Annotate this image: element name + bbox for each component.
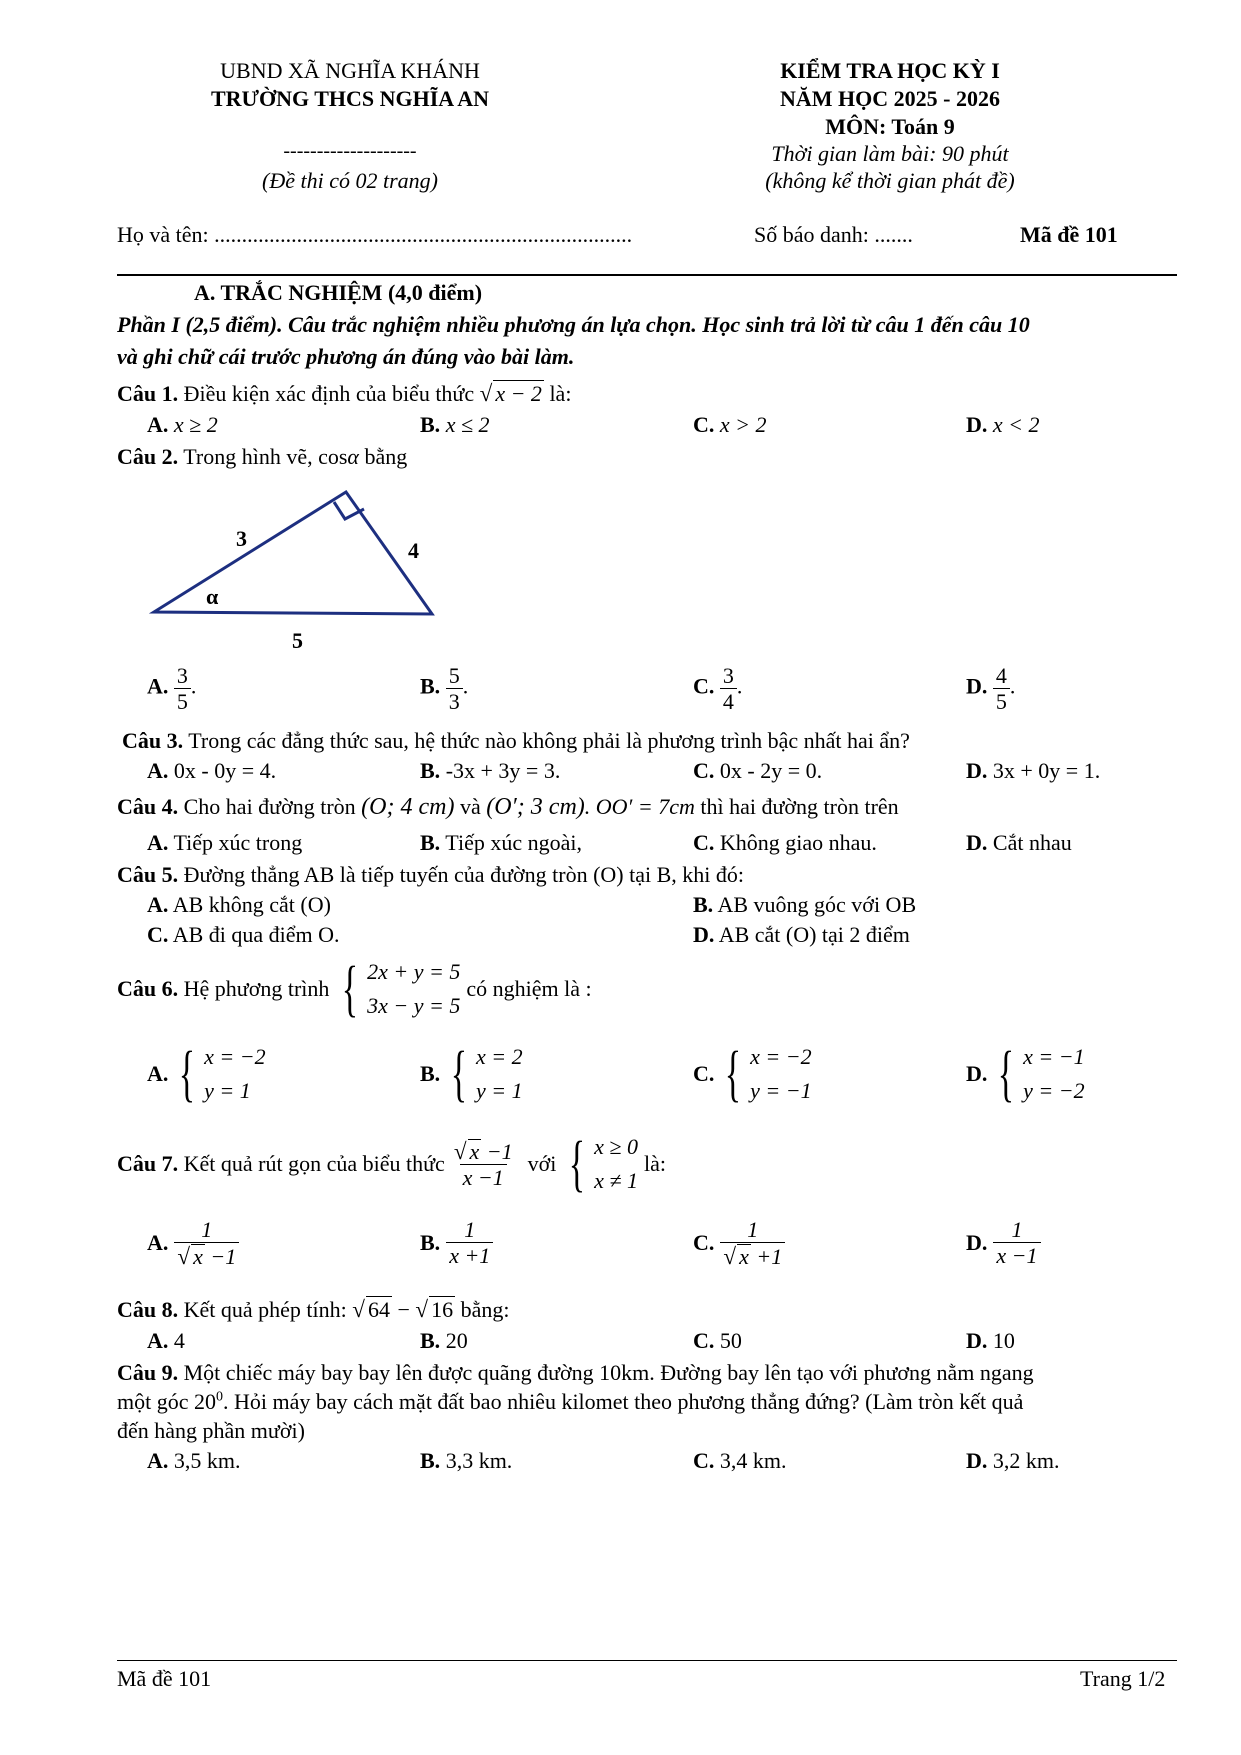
section-a-title: A. TRẮC NGHIỆM (4,0 điểm)	[194, 280, 483, 305]
q1-expression: x − 2	[495, 381, 542, 406]
triangle-shape	[154, 492, 432, 614]
part1-instruction-line1: Phần I (2,5 điểm). Câu trắc nghiệm nhiều phương án lựa chọn. Học sinh trả lời từ câu 1 đến câu 10	[117, 312, 1030, 337]
part1-instruction-line2: và ghi chữ cái trước phương án đúng vào bài làm.	[117, 344, 575, 369]
q9-option-c[interactable]: C. 3,4 km.	[693, 1448, 787, 1473]
q1-option-d[interactable]: D. x < 2	[966, 412, 1040, 437]
q1-option-b[interactable]: B. x ≤ 2	[420, 412, 490, 437]
q8-option-a[interactable]: A. 4	[147, 1328, 185, 1353]
q9-option-b[interactable]: B. 3,3 km.	[420, 1448, 513, 1473]
q4-option-c[interactable]: C. Không giao nhau.	[693, 830, 877, 855]
q9-option-d[interactable]: D. 3,2 km.	[966, 1448, 1060, 1473]
q3-option-b[interactable]: B. -3x + 3y = 3.	[420, 758, 561, 783]
exam-title: KIỂM TRA HỌC KỲ I	[780, 58, 1000, 83]
q7-option-c[interactable]: C. $\frac{1}{√ x +1}$	[693, 1218, 785, 1268]
q3-option-d[interactable]: D. 3x + 0y = 1.	[966, 758, 1101, 783]
q9-option-a[interactable]: A. 3,5 km.	[147, 1448, 241, 1473]
time-note: (không kể thời gian phát đề)	[765, 168, 1015, 193]
side-4-label: 4	[408, 538, 419, 563]
q8-option-b[interactable]: B. 20	[420, 1328, 468, 1353]
question-7: Câu 7. Kết quả rút gọn của biểu thức $\frac{√ x -1}{x -1}$ với { x ≥ 0 x ≠ 1 là:	[117, 1130, 666, 1199]
q6-option-d[interactable]: D. { x = −1 y = −2	[966, 1040, 1085, 1109]
q6-option-c[interactable]: C. { x = −2 y = −1	[693, 1040, 812, 1109]
q2-option-d[interactable]: D. $\frac{4}{5}$ .	[966, 663, 1016, 715]
q7-option-d[interactable]: D. $\frac{1}{x -1}$	[966, 1218, 1041, 1267]
question-5: Câu 5. Đường thẳng AB là tiếp tuyến của đường tròn (O) tại B, khi đó:	[117, 862, 744, 887]
footer-exam-code: Mã đề 101	[117, 1666, 212, 1691]
q7-option-a[interactable]: A. $\frac{1}{√ x -1}$	[147, 1218, 239, 1268]
q2-option-b[interactable]: B. $\frac{5}{3}$ .	[420, 663, 469, 715]
q5-option-a[interactable]: A. AB không cắt (O)	[147, 892, 331, 917]
school-year: NĂM HỌC 2025 - 2026	[780, 86, 1000, 111]
question-9-line1: Câu 9. Một chiếc máy bay bay lên được quãng đường 10km. Đường bay lên tạo với phương nằm ngang	[117, 1360, 1034, 1385]
q8-option-c[interactable]: C. 50	[693, 1328, 742, 1353]
side-5-label: 5	[292, 628, 303, 653]
header-dashes: --------------------	[283, 140, 417, 162]
right-angle-mark	[334, 502, 364, 519]
school-name: TRƯỜNG THCS NGHĨA AN	[210, 86, 490, 111]
footer-divider	[117, 1660, 1177, 1661]
question-9-line2: một góc $20^0$. Hỏi máy bay cách mặt đất bao nhiêu kilomet theo phương thẳng đứng? (Làm tròn kết quả	[117, 1389, 1024, 1414]
right-triangle-figure	[140, 480, 460, 660]
question-1: Câu 1. Điều kiện xác định của biểu thức √ x − 2 là:	[117, 380, 572, 406]
page-count-note: (Đề thi có 02 trang)	[262, 168, 438, 193]
q7-option-b[interactable]: B. $\frac{1}{x +1}$	[420, 1218, 493, 1267]
question-2: Câu 2. Trong hình vẽ, cosα bằng	[117, 444, 408, 469]
q5-option-d[interactable]: D. AB cắt (O) tại 2 điểm	[693, 922, 910, 947]
sbd-field-label: Số báo danh: .......	[754, 222, 913, 247]
q1-option-a[interactable]: A. x ≥ 2	[147, 412, 218, 437]
q4-option-a[interactable]: A. Tiếp xúc trong	[147, 830, 303, 855]
q4-option-b[interactable]: B. Tiếp xúc ngoài,	[420, 830, 582, 855]
q7-condition: { x ≥ 0 x ≠ 1	[569, 1130, 638, 1199]
q1-label: Câu 1.	[117, 381, 179, 406]
school-authority: UBND XÃ NGHĨA KHÁNH	[220, 58, 480, 83]
q3-option-a[interactable]: A. 0x - 0y = 4.	[147, 758, 277, 783]
q4-option-d[interactable]: D. Cắt nhau	[966, 830, 1072, 855]
q5-option-b[interactable]: B. AB vuông góc với OB	[693, 892, 917, 917]
q1-option-c[interactable]: C. x > 2	[693, 412, 767, 437]
q2-option-a[interactable]: A. $\frac{3}{5}$ .	[147, 663, 197, 715]
side-3-label: 3	[236, 526, 247, 551]
q8-option-d[interactable]: D. 10	[966, 1328, 1015, 1353]
question-9-line3: đến hàng phần mười)	[117, 1418, 305, 1443]
q3-option-c[interactable]: C. 0x - 2y = 0.	[693, 758, 823, 783]
question-3: Câu 3. Trong các đẳng thức sau, hệ thức nào không phải là phương trình bậc nhất hai ẩn?	[122, 728, 910, 753]
q6-option-b[interactable]: B. { x = 2 y = 1	[420, 1040, 523, 1109]
question-8: Câu 8. Kết quả phép tính: √ 64 − √ 16 bằng:	[117, 1296, 510, 1322]
footer-page-number: Trang 1/2	[1080, 1666, 1166, 1691]
question-4: Câu 4. Cho hai đường tròn (O; 4 cm) và (O′; 3 cm). OO′ = 7cm thì hai đường tròn trên	[117, 794, 899, 820]
exam-code: Mã đề 101	[1020, 222, 1118, 247]
name-field-label: Họ và tên: ............................................................................	[117, 222, 633, 247]
q5-option-c[interactable]: C. AB đi qua điểm O.	[147, 922, 340, 947]
time-limit: Thời gian làm bài: 90 phút	[771, 141, 1009, 166]
header-divider	[117, 274, 1177, 276]
q7-expression: $\frac{√ x -1}{x -1}$	[453, 1137, 513, 1191]
q6-option-a[interactable]: A. { x = −2 y = 1	[147, 1040, 266, 1109]
q2-option-c[interactable]: C. $\frac{3}{4}$ .	[693, 663, 743, 715]
q6-system: { 2x + y = 5 3x − y = 5	[342, 955, 461, 1024]
question-6: Câu 6. Hệ phương trình { 2x + y = 5 3x − y = 5 có nghiệm là :	[117, 955, 592, 1024]
subject: MÔN: Toán 9	[825, 114, 955, 139]
angle-alpha-label: α	[206, 584, 219, 609]
